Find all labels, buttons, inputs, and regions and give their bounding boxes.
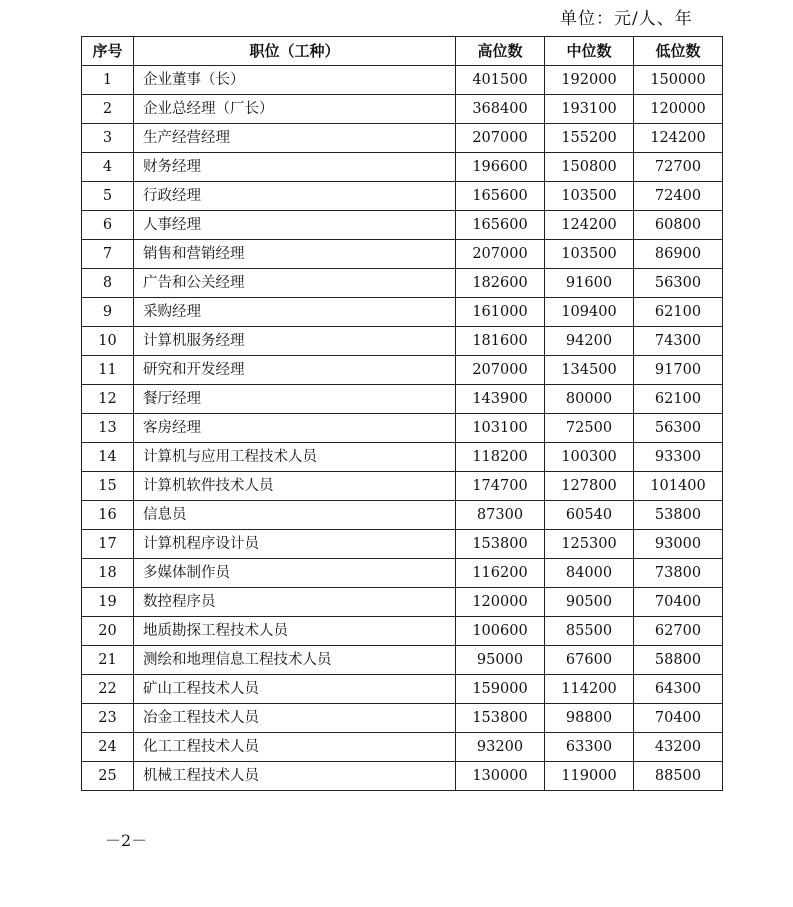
row-low: 62100 (634, 385, 723, 414)
row-position: 计算机服务经理 (134, 327, 456, 356)
row-high: 181600 (456, 327, 545, 356)
row-median: 60540 (545, 501, 634, 530)
row-index: 3 (82, 124, 134, 153)
row-high: 207000 (456, 124, 545, 153)
row-high: 207000 (456, 240, 545, 269)
row-low: 101400 (634, 472, 723, 501)
header-position: 职位（工种） (134, 37, 456, 66)
row-median: 155200 (545, 124, 634, 153)
table-row (82, 472, 723, 501)
header-row (82, 37, 723, 66)
row-low: 56300 (634, 269, 723, 298)
row-high: 159000 (456, 675, 545, 704)
row-index: 22 (82, 675, 134, 704)
table-row (82, 646, 723, 675)
row-index: 5 (82, 182, 134, 211)
row-median: 192000 (545, 66, 634, 95)
row-position: 采购经理 (134, 298, 456, 327)
table-row (82, 153, 723, 182)
row-median: 127800 (545, 472, 634, 501)
table-row (82, 95, 723, 124)
table-row (82, 617, 723, 646)
row-position: 研究和开发经理 (134, 356, 456, 385)
row-low: 124200 (634, 124, 723, 153)
table-row (82, 559, 723, 588)
row-position: 冶金工程技术人员 (134, 704, 456, 733)
row-high: 143900 (456, 385, 545, 414)
row-low: 62100 (634, 298, 723, 327)
row-index: 23 (82, 704, 134, 733)
row-position: 化工工程技术人员 (134, 733, 456, 762)
row-position: 客房经理 (134, 414, 456, 443)
row-position: 计算机与应用工程技术人员 (134, 443, 456, 472)
row-high: 153800 (456, 704, 545, 733)
row-position: 信息员 (134, 501, 456, 530)
row-low: 72400 (634, 182, 723, 211)
row-index: 12 (82, 385, 134, 414)
row-index: 21 (82, 646, 134, 675)
row-high: 196600 (456, 153, 545, 182)
row-position: 测绘和地理信息工程技术人员 (134, 646, 456, 675)
table-row (82, 675, 723, 704)
row-low: 91700 (634, 356, 723, 385)
table-row (82, 385, 723, 414)
table-row (82, 762, 723, 791)
row-low: 88500 (634, 762, 723, 791)
row-low: 86900 (634, 240, 723, 269)
row-low: 120000 (634, 95, 723, 124)
row-position: 企业总经理（厂长） (134, 95, 456, 124)
table-row (82, 443, 723, 472)
row-position: 矿山工程技术人员 (134, 675, 456, 704)
row-index: 4 (82, 153, 134, 182)
row-low: 64300 (634, 675, 723, 704)
row-position: 生产经营经理 (134, 124, 456, 153)
row-low: 73800 (634, 559, 723, 588)
row-position: 行政经理 (134, 182, 456, 211)
row-high: 118200 (456, 443, 545, 472)
row-index: 19 (82, 588, 134, 617)
row-low: 70400 (634, 704, 723, 733)
row-high: 130000 (456, 762, 545, 791)
row-median: 134500 (545, 356, 634, 385)
row-median: 91600 (545, 269, 634, 298)
row-low: 60800 (634, 211, 723, 240)
row-position: 机械工程技术人员 (134, 762, 456, 791)
row-median: 67600 (545, 646, 634, 675)
row-high: 87300 (456, 501, 545, 530)
row-position: 地质勘探工程技术人员 (134, 617, 456, 646)
row-median: 90500 (545, 588, 634, 617)
header-high: 高位数 (456, 37, 545, 66)
row-index: 24 (82, 733, 134, 762)
row-high: 165600 (456, 182, 545, 211)
table-row (82, 733, 723, 762)
row-high: 153800 (456, 530, 545, 559)
row-index: 7 (82, 240, 134, 269)
table-row (82, 182, 723, 211)
row-high: 165600 (456, 211, 545, 240)
row-index: 15 (82, 472, 134, 501)
table-header (82, 37, 723, 66)
table-row (82, 211, 723, 240)
row-position: 人事经理 (134, 211, 456, 240)
row-median: 85500 (545, 617, 634, 646)
row-median: 103500 (545, 240, 634, 269)
row-median: 94200 (545, 327, 634, 356)
row-median: 103500 (545, 182, 634, 211)
row-median: 109400 (545, 298, 634, 327)
row-high: 207000 (456, 356, 545, 385)
table-row (82, 269, 723, 298)
row-index: 14 (82, 443, 134, 472)
row-median: 84000 (545, 559, 634, 588)
row-high: 401500 (456, 66, 545, 95)
row-median: 72500 (545, 414, 634, 443)
row-index: 8 (82, 269, 134, 298)
row-high: 182600 (456, 269, 545, 298)
row-position: 企业董事（长） (134, 66, 456, 95)
row-median: 114200 (545, 675, 634, 704)
table-row (82, 588, 723, 617)
row-high: 116200 (456, 559, 545, 588)
row-index: 20 (82, 617, 134, 646)
row-low: 74300 (634, 327, 723, 356)
row-position: 多媒体制作员 (134, 559, 456, 588)
row-median: 124200 (545, 211, 634, 240)
row-position: 数控程序员 (134, 588, 456, 617)
row-high: 161000 (456, 298, 545, 327)
row-position: 销售和营销经理 (134, 240, 456, 269)
row-high: 100600 (456, 617, 545, 646)
table-row (82, 704, 723, 733)
row-median: 119000 (545, 762, 634, 791)
row-high: 174700 (456, 472, 545, 501)
row-low: 150000 (634, 66, 723, 95)
row-index: 11 (82, 356, 134, 385)
row-position: 计算机软件技术人员 (134, 472, 456, 501)
row-low: 58800 (634, 646, 723, 675)
row-low: 53800 (634, 501, 723, 530)
page-number: －2－ (105, 831, 148, 850)
row-index: 9 (82, 298, 134, 327)
row-low: 56300 (634, 414, 723, 443)
table-row (82, 530, 723, 559)
row-high: 95000 (456, 646, 545, 675)
row-low: 43200 (634, 733, 723, 762)
row-position: 财务经理 (134, 153, 456, 182)
row-high: 93200 (456, 733, 545, 762)
header-median: 中位数 (545, 37, 634, 66)
row-low: 93300 (634, 443, 723, 472)
row-median: 63300 (545, 733, 634, 762)
header-index: 序号 (82, 37, 134, 66)
row-high: 120000 (456, 588, 545, 617)
table-row (82, 298, 723, 327)
row-index: 16 (82, 501, 134, 530)
row-position: 广告和公关经理 (134, 269, 456, 298)
row-high: 368400 (456, 95, 545, 124)
row-high: 103100 (456, 414, 545, 443)
row-index: 6 (82, 211, 134, 240)
unit-label: 单位：元/人、年 (560, 9, 693, 29)
row-median: 100300 (545, 443, 634, 472)
row-median: 98800 (545, 704, 634, 733)
row-low: 70400 (634, 588, 723, 617)
row-index: 13 (82, 414, 134, 443)
table-row (82, 356, 723, 385)
table-row (82, 414, 723, 443)
row-index: 1 (82, 66, 134, 95)
row-low: 62700 (634, 617, 723, 646)
row-index: 18 (82, 559, 134, 588)
row-index: 2 (82, 95, 134, 124)
wage-table (81, 36, 723, 791)
header-low: 低位数 (634, 37, 723, 66)
row-index: 10 (82, 327, 134, 356)
row-low: 93000 (634, 530, 723, 559)
row-median: 150800 (545, 153, 634, 182)
row-index: 17 (82, 530, 134, 559)
row-low: 72700 (634, 153, 723, 182)
row-index: 25 (82, 762, 134, 791)
row-median: 125300 (545, 530, 634, 559)
row-median: 80000 (545, 385, 634, 414)
table-row (82, 327, 723, 356)
table-body (82, 66, 723, 791)
row-median: 193100 (545, 95, 634, 124)
table-row (82, 124, 723, 153)
table-row (82, 501, 723, 530)
row-position: 餐厅经理 (134, 385, 456, 414)
table-row (82, 240, 723, 269)
row-position: 计算机程序设计员 (134, 530, 456, 559)
table-row (82, 66, 723, 95)
